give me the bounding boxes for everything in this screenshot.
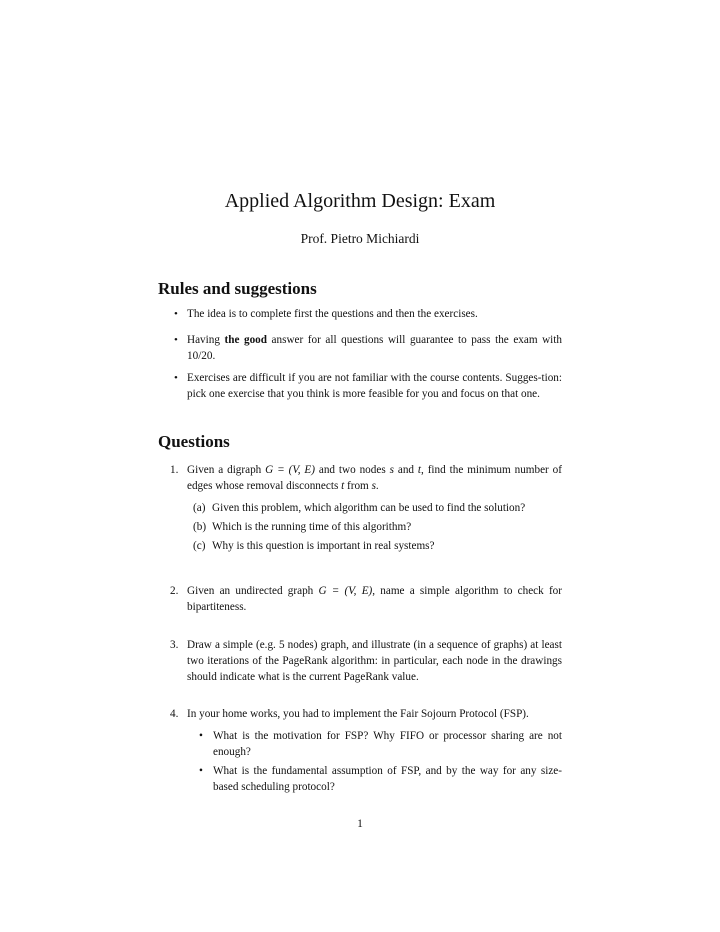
rules-item: • Having the good answer for all questions will guarantee to pass the exam with 10/20. — [174, 334, 562, 362]
bullet-icon: • — [199, 765, 203, 777]
document-author: Prof. Pietro Michiardi — [300, 231, 420, 246]
bullet-icon: • — [174, 334, 178, 346]
question-4-bullets — [199, 763, 562, 795]
bullet-icon: • — [174, 372, 178, 384]
question-4-bullets — [199, 728, 562, 760]
bullet-icon: • — [199, 730, 203, 742]
rules-list — [174, 370, 562, 402]
question-4-bullet: • What is the fundamental assumption of FSP, and by the way for any size-based scheduling protocol? — [199, 765, 562, 793]
page-number: 1 — [357, 818, 363, 830]
document-title: Applied Algorithm Design: Exam — [224, 190, 496, 212]
rules-list — [174, 306, 562, 322]
question-1-sub-c: (c) Why is this question is important in real systems? — [193, 540, 435, 552]
question-3: 3. Draw a simple (e.g. 5 nodes) graph, and illustrate (in a sequence of graphs) at least two iterations of the PageRank algorithm: in particular, each node in the drawings should indicate what is the current PageRank value. — [170, 639, 562, 683]
question-4: 4. In your home works, you had to implement the Fair Sojourn Protocol (FSP). — [170, 708, 529, 720]
question-4-bullet: • What is the motivation for FSP? Why FIFO or processor sharing are not enough? — [199, 730, 562, 758]
bullet-icon: • — [174, 308, 178, 320]
question-2: 2. Given an undirected graph G = (V, E), name a simple algorithm to check for bipartiteness. — [170, 585, 562, 613]
question-1-sub-a: (a) Given this problem, which algorithm can be used to find the solution? — [193, 502, 526, 514]
rules-item: • The idea is to complete first the questions and then the exercises. — [174, 308, 478, 320]
question-1-sub-b: (b) Which is the running time of this algorithm? — [193, 521, 412, 533]
rules-heading: Rules and suggestions — [158, 279, 317, 298]
rules-list — [174, 332, 562, 364]
rules-item: • Exercises are difficult if you are not familiar with the course contents. Sugges-tion: pick one exercise that you think is more feasible for you and focus on that one. — [174, 372, 562, 400]
questions-heading: Questions — [158, 432, 230, 451]
question-1: 1. Given a digraph G = (V, E) and two nodes s and t, find the minimum number of edges whose removal disconnects t from s. — [170, 464, 562, 492]
